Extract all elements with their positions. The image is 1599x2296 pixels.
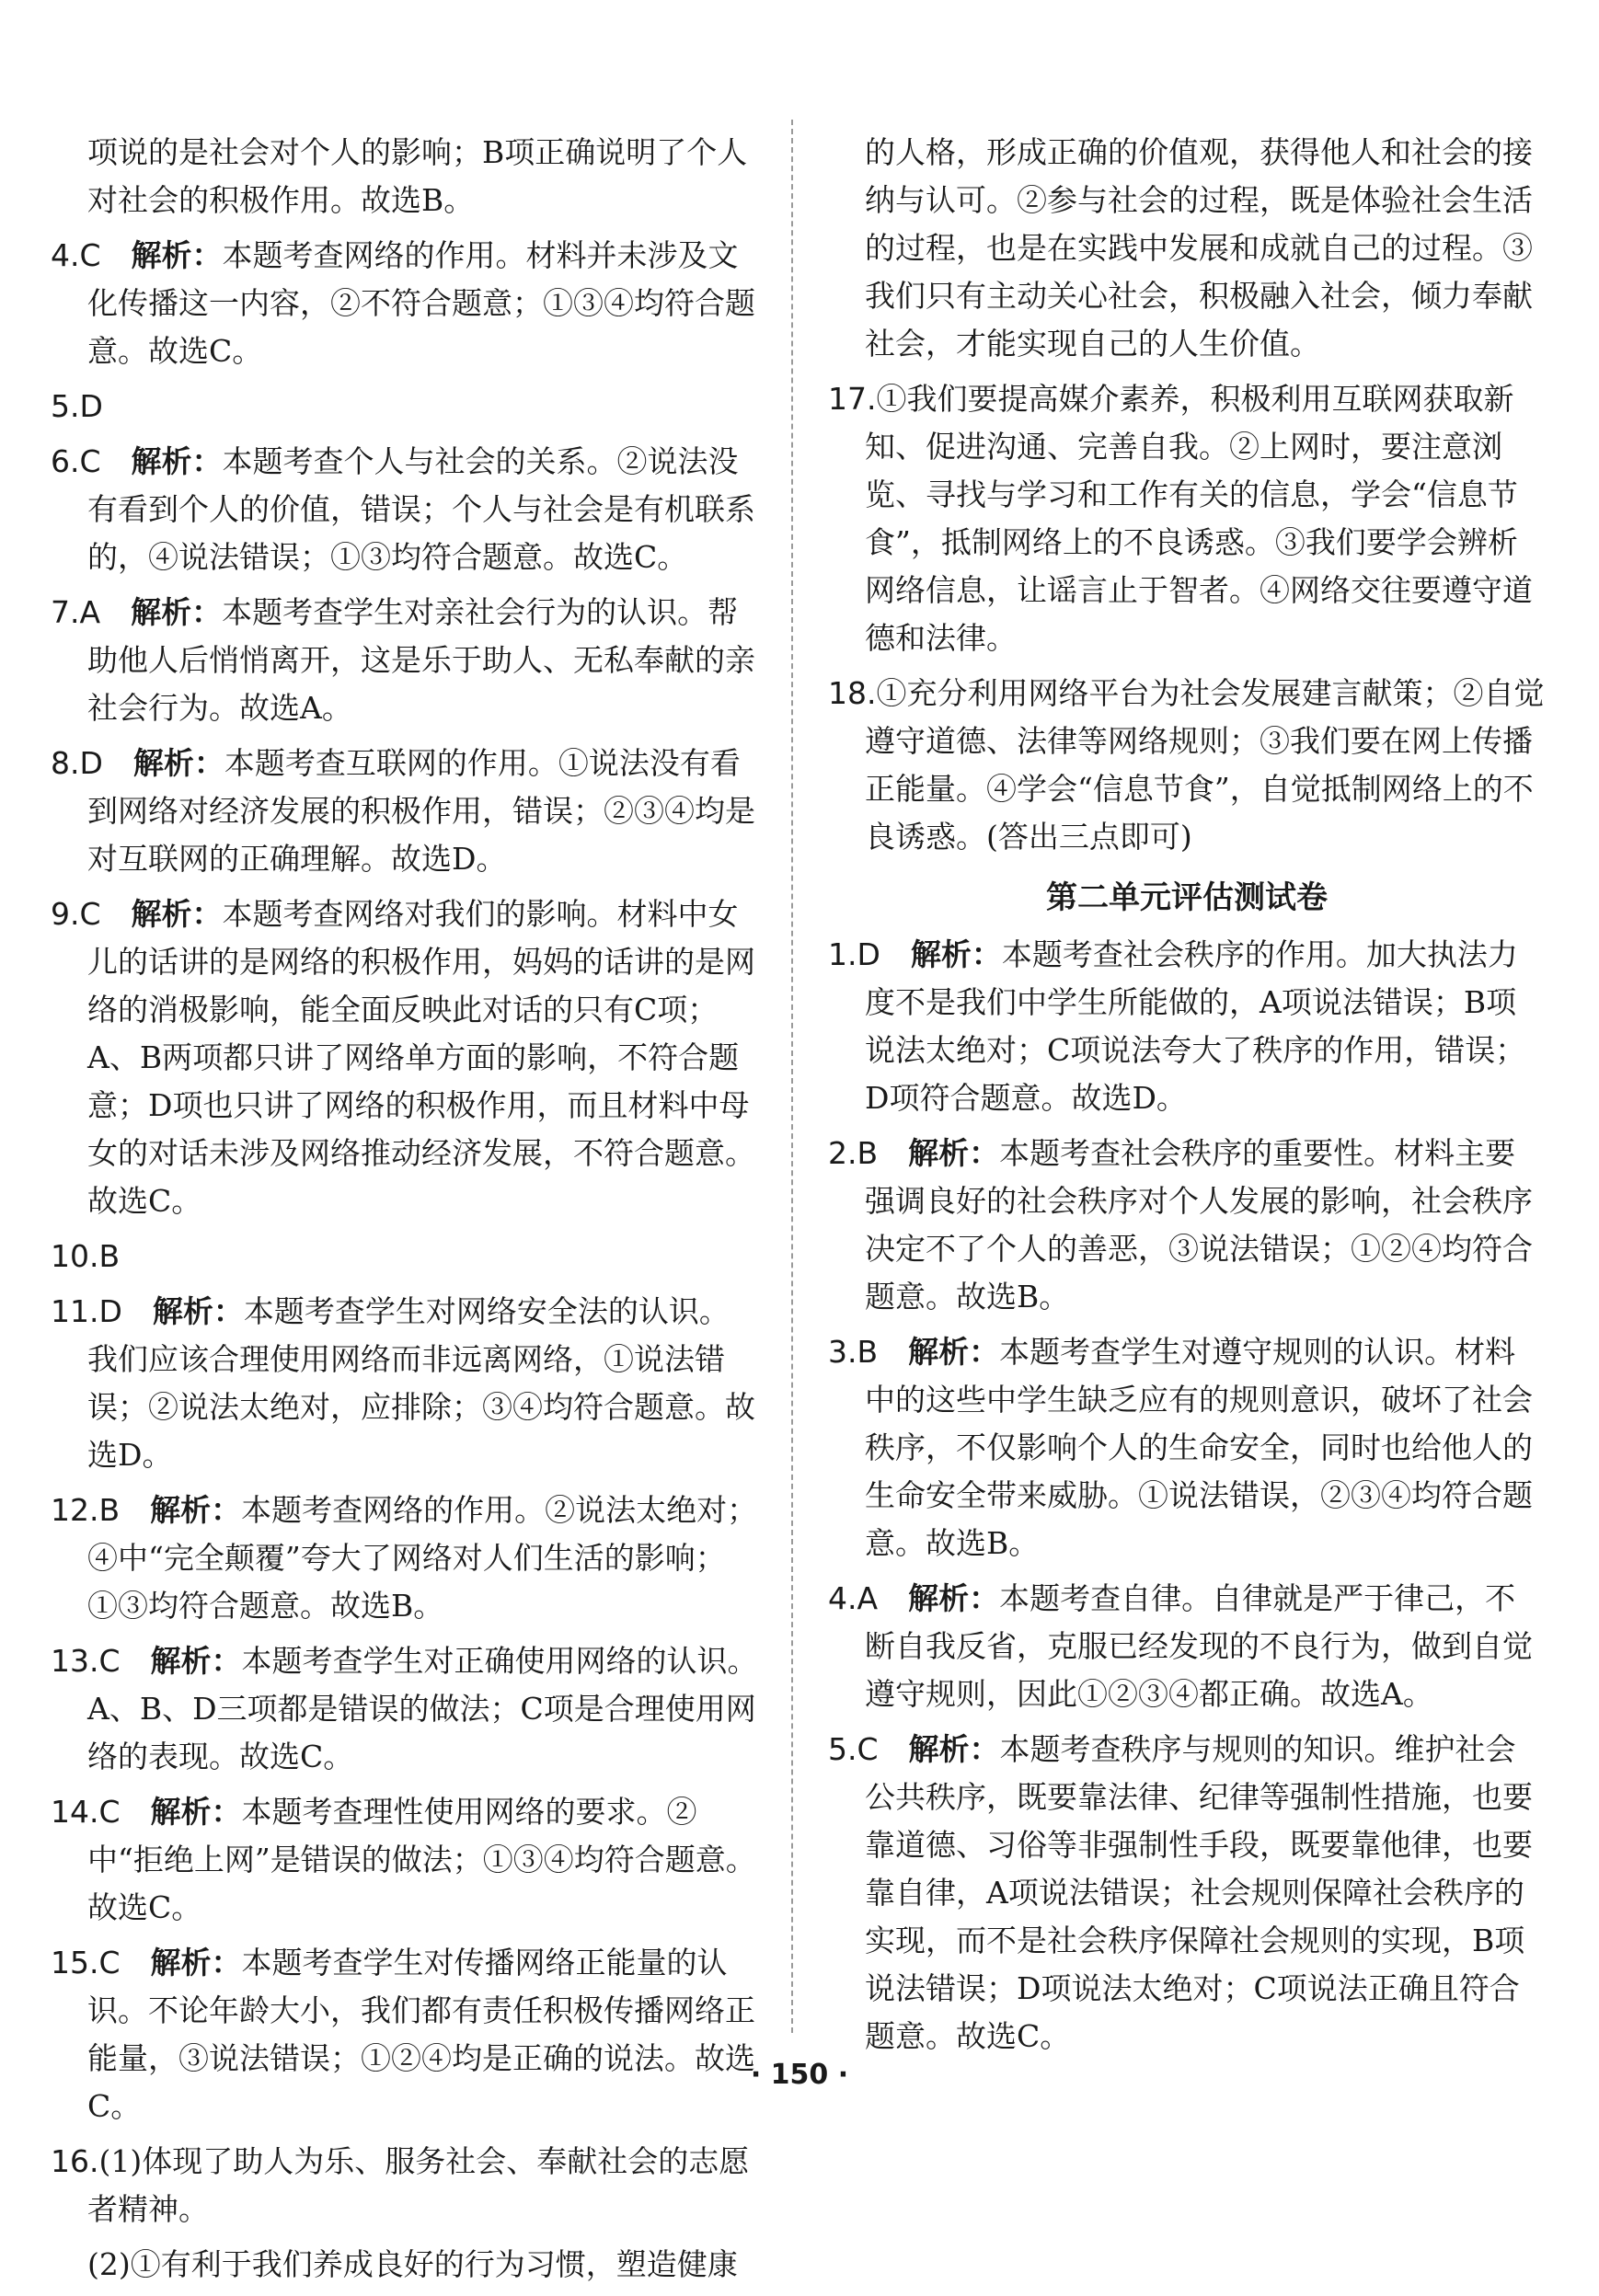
section-title: 第二单元评估测试卷 <box>1046 879 1328 916</box>
item-label: 解析： <box>131 443 223 479</box>
column-divider <box>791 120 793 2033</box>
unit2-answer-item-3 <box>828 1328 1546 1567</box>
item-label: 解析： <box>131 594 223 630</box>
item-label: 解析： <box>150 1643 242 1679</box>
answer-item-16-part2: (2)①有利于我们养成良好的行为习惯，塑造健康 <box>87 2246 738 2282</box>
item-label: 解析： <box>152 1293 244 1329</box>
answer-item-12 <box>51 1487 759 1630</box>
answer-item-9 <box>51 890 759 1225</box>
item-answer: B <box>857 1135 879 1171</box>
item-number: 4. <box>51 237 80 273</box>
answer-item-18 <box>828 670 1546 861</box>
item-answer: C <box>98 1945 121 1980</box>
item-number: 2. <box>828 1135 857 1171</box>
item-label: 解析： <box>132 745 224 781</box>
item-number: 1. <box>828 936 857 972</box>
item-explanation: ①充分利用网络平台为社会发展建言献策；②自觉遵守道德、法律等网络规则；③我们要在网上传播正能量。④学会“信息节食”，自觉抵制网络上的不良诱惑。(答出三点即可) <box>865 675 1545 855</box>
item-number: 17. <box>828 381 877 417</box>
unit2-answer-item-2 <box>828 1130 1546 1321</box>
answer-item-8 <box>51 740 759 883</box>
answer-item-13 <box>51 1637 759 1781</box>
item-answer: A <box>857 1580 879 1616</box>
item-number: 11. <box>51 1293 99 1329</box>
item-number: 12. <box>51 1492 99 1528</box>
item-explanation: 本题考查网络的作用。②说法太绝对；④中“完全颠覆”夸大了网络对人们生活的影响；①③均符合题意。故选B。 <box>87 1492 758 1624</box>
item-label: 解析： <box>908 1731 1000 1767</box>
item-number: 10. <box>51 1238 99 1274</box>
unit2-answer-item-1 <box>828 931 1546 1122</box>
item-label: 解析： <box>150 1945 242 1980</box>
item-explanation: 本题考查个人与社会的关系。②说法没有看到个人的价值，错误；个人与社会是有机联系的，④说法错误；①③均符合题意。故选C。 <box>87 443 755 575</box>
item-label: 解析： <box>908 1334 1000 1370</box>
item-label: 解析： <box>131 896 223 932</box>
item-answer: B <box>98 1238 121 1274</box>
item-answer: C <box>857 1731 879 1767</box>
answer-item-4 <box>51 232 759 375</box>
item-number: 6. <box>51 443 80 479</box>
item-explanation: 本题考查网络对我们的影响。材料中女儿的话讲的是网络的积极作用，妈妈的话讲的是网络的消极影响，能全面反映此对话的只有C项；A、B两项都只讲了网络单方面的影响，不符合题意；D项也只讲了网络的积极作用，而且材料中母女的对话未涉及网络推动经济发展，不符合题意。故选C。 <box>87 896 755 1219</box>
right-column <box>828 129 1546 2068</box>
item-number: 7. <box>51 594 80 630</box>
answer-item-5 <box>51 383 759 430</box>
item-explanation: 本题考查学生对网络安全法的认识。我们应该合理使用网络而非远离网络，①说法错误；②说法太绝对，应排除；③④均符合题意。故选D。 <box>87 1293 755 1473</box>
item-label: 解析： <box>150 1492 242 1528</box>
item-explanation: 本题考查学生对传播网络正能量的认识。不论年龄大小，我们都有责任积极传播网络正能量，③说法错误；①②④均是正确的说法。故选C。 <box>87 1945 755 2124</box>
item-answer: C <box>98 1643 121 1679</box>
item-16-continuation: 的人格，形成正确的价值观，获得他人和社会的接纳与认可。②参与社会的过程，既是体验社会生活的过程，也是在实践中发展和成就自己的过程。③我们只有主动关心社会，积极融入社会，倾力奉献社会，才能实现自己的人生价值。 <box>865 134 1533 362</box>
answer-item-14 <box>51 1788 759 1932</box>
item-answer: C <box>79 443 101 479</box>
item-answer: B <box>857 1334 879 1370</box>
answer-item-17 <box>828 375 1546 662</box>
item-explanation: 本题考查社会秩序的作用。加大执法力度不是我们中学生所能做的，A项说法错误；B项说法太绝对；C项说法夸大了秩序的作用，错误；D项符合题意。故选D。 <box>865 936 1526 1116</box>
item-explanation: 本题考查学生对遵守规则的认识。材料中的这些中学生缺乏应有的规则意识，破坏了社会秩序，不仅影响个人的生命安全，同时也给他人的生命安全带来威胁。①说法错误，②③④均符合题意。故选B。 <box>865 1334 1533 1561</box>
item-label: 解析： <box>910 936 1002 972</box>
item-number: 8. <box>51 745 80 781</box>
left-intro-continuation: 项说的是社会对个人的影响；B项正确说明了个人对社会的积极作用。故选B。 <box>87 134 748 218</box>
item-number: 18. <box>828 675 877 711</box>
item-label: 解析： <box>908 1580 1000 1616</box>
item-explanation: 本题考查学生对正确使用网络的认识。A、B、D三项都是错误的做法；C项是合理使用网络的表现。故选C。 <box>87 1643 758 1774</box>
item-explanation: ①我们要提高媒介素养，积极利用互联网获取新知、促进沟通、完善自我。②上网时，要注意浏览、寻找与学习和工作有关的信息，学会“信息节食”，抵制网络上的不良诱惑。③我们要学会辨析网络信息，让谣言止于智者。④网络交往要遵守道德和法律。 <box>865 381 1533 656</box>
item-answer: B <box>98 1492 121 1528</box>
item-answer: C <box>79 896 101 932</box>
answer-item-6 <box>51 438 759 581</box>
item-explanation: 本题考查自律。自律就是严于律己，不断自我反省，克服已经发现的不良行为，做到自觉遵守规则，因此①②③④都正确。故选A。 <box>865 1580 1533 1712</box>
item-explanation: 本题考查秩序与规则的知识。维护社会公共秩序，既要靠法律、纪律等强制性措施，也要靠道德、习俗等非强制性手段，既要靠他律，也要靠自律，A项说法错误；社会规则保障社会秩序的实现，而不是社会秩序保障社会规则的实现，B项说法错误；D项说法太绝对；C项说法正确且符合题意。故选C。 <box>865 1731 1533 2054</box>
item-explanation: (1)体现了助人为乐、服务社会、奉献社会的志愿者精神。 <box>87 2143 750 2227</box>
item-number: 3. <box>828 1334 857 1370</box>
item-explanation: 本题考查社会秩序的重要性。材料主要强调良好的社会秩序对个人发展的影响，社会秩序决定不了个人的善恶，③说法错误；①②④均符合题意。故选B。 <box>865 1135 1533 1314</box>
item-explanation: 本题考查网络的作用。材料并未涉及文化传播这一内容，②不符合题意；①③④均符合题意。故选C。 <box>87 237 755 369</box>
item-label: 解析： <box>150 1794 242 1830</box>
item-number: 4. <box>828 1580 857 1616</box>
item-answer: A <box>79 594 101 630</box>
item-answer: D <box>79 745 103 781</box>
item-number: 16. <box>51 2143 99 2179</box>
answer-item-7 <box>51 589 759 732</box>
item-answer: D <box>857 936 880 972</box>
answer-item-10 <box>51 1233 759 1280</box>
unit2-answer-item-4 <box>828 1575 1546 1718</box>
item-number: 15. <box>51 1945 99 1980</box>
item-label: 解析： <box>908 1135 1000 1171</box>
item-explanation: 本题考查理性使用网络的要求。②中“拒绝上网”是错误的做法；①③④均符合题意。故选C。 <box>87 1794 756 1925</box>
left-column <box>51 129 759 2296</box>
item-number: 5. <box>51 388 80 424</box>
item-answer: D <box>79 388 103 424</box>
answer-item-16 <box>51 2138 759 2233</box>
item-answer: C <box>79 237 101 273</box>
page-number: · 150 · <box>750 2059 849 2091</box>
item-number: 9. <box>51 896 80 932</box>
unit2-answer-item-5 <box>828 1726 1546 2061</box>
item-explanation: 本题考查互联网的作用。①说法没有看到网络对经济发展的积极作用，错误；②③④均是对互联网的正确理解。故选D。 <box>87 745 755 877</box>
item-number: 14. <box>51 1794 99 1830</box>
answer-item-15 <box>51 1939 759 2130</box>
item-explanation: 本题考查学生对亲社会行为的认识。帮助他人后悄悄离开，这是乐于助人、无私奉献的亲社会行为。故选A。 <box>87 594 755 726</box>
item-label: 解析： <box>131 237 223 273</box>
item-answer: D <box>98 1293 122 1329</box>
item-number: 5. <box>828 1731 857 1767</box>
item-answer: C <box>98 1794 121 1830</box>
answer-item-11 <box>51 1288 759 1479</box>
item-number: 13. <box>51 1643 99 1679</box>
